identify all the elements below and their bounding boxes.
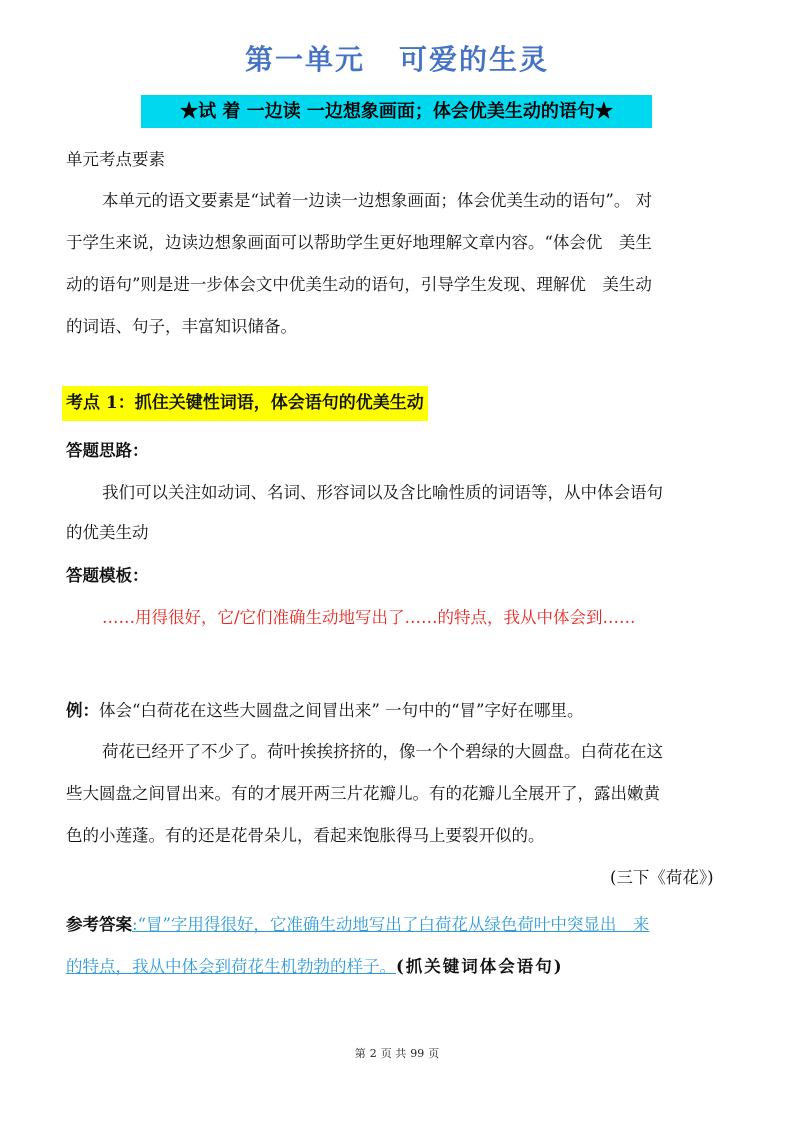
intro-heading: 单元考点要素 — [66, 150, 165, 169]
footer-post: 页 — [428, 1047, 440, 1060]
answer-label: 参考答案 — [66, 915, 132, 934]
intro-line-2: 于学生来说，边读边想象画面可以帮助学生更好地理解文章内容。“体会优 美生 — [66, 233, 652, 252]
answer-colon: : — [132, 915, 138, 934]
kaodian-heading: 考点 1：抓住关键性词语，体会语句的优美生动 — [62, 386, 428, 421]
silu-line-2: 的优美生动 — [66, 523, 149, 542]
page-footer — [0, 1045, 794, 1061]
title-unit: 第一单元 — [244, 43, 365, 76]
example-passage-3: 色的小莲蓬。有的还是花骨朵儿，看起来饱胀得马上要裂开似的。 — [66, 826, 545, 845]
page-title — [0, 38, 794, 78]
footer-page-number: 2 — [369, 1047, 377, 1060]
footer-total-pages: 99 — [410, 1047, 425, 1060]
intro-line-3: 动的语句”则是进一步体会文中优美生动的语句，引导学生发现、理解优 美生动 — [66, 275, 652, 294]
footer-pre: 第 — [354, 1047, 366, 1060]
intro-line-1: 本单元的语文要素是“试着一边读一边想象画面；体会优美生动的语句”。 对 — [102, 191, 653, 210]
muban-heading: 答题模板： — [66, 566, 149, 585]
example-label: 例： — [66, 701, 99, 720]
unit-goal-banner: ★试 着 一边读 一边想象画面；体会优美生动的语句★ — [141, 95, 652, 128]
answer-text-1: “冒”字用得很好，它准确生动地写出了白荷花从绿色荷叶中突显出 来 — [137, 915, 650, 934]
silu-line-1: 我们可以关注如动词、名词、形容词以及含比喻性质的词语等，从中体会语句 — [102, 483, 663, 502]
answer-line-2 — [66, 953, 564, 977]
answer-note: (抓关键词体会语句) — [396, 957, 564, 976]
example-source: (三下《荷花》) — [610, 868, 714, 887]
silu-heading: 答题思路： — [66, 441, 149, 460]
example-passage-2: 些大圆盘之间冒出来。有的才展开两三片花瓣儿。有的花瓣儿全展开了，露出嫩黄 — [66, 784, 660, 803]
intro-line-4: 的词语、句子，丰富知识储备。 — [66, 317, 297, 336]
example-question-text: 体会“白荷花在这些大圆盘之间冒出来” 一句中的“冒”字好在哪里。 — [99, 701, 584, 720]
footer-mid: 页 共 — [380, 1047, 407, 1060]
title-theme: 可爱的生灵 — [399, 43, 550, 76]
answer-text-2: 的特点，我从中体会到荷花生机勃勃的样子。 — [66, 957, 396, 976]
example-passage-1: 荷花已经开了不少了。荷叶挨挨挤挤的，像一个个碧绿的大圆盘。白荷花在这 — [102, 742, 663, 761]
muban-template: ……用得很好，它/它们准确生动地写出了……的特点，我从中体会到…… — [102, 608, 636, 627]
example-question — [66, 697, 584, 721]
answer-line-1 — [66, 911, 649, 935]
